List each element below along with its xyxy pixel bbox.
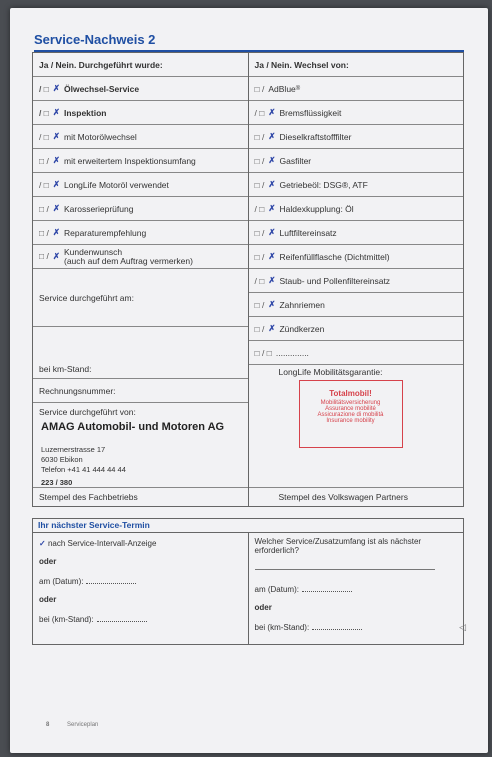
checkbox-icon[interactable]: / □ (254, 275, 265, 286)
address-line: Luzernerstrasse 17 (41, 445, 106, 454)
right-item-label: Luftfiltereinsatz (279, 227, 337, 238)
right-item-label: Reifenfüllflasche (Dichtmittel) (279, 251, 390, 262)
left-item-label-line: (auch auf dem Auftrag vermerken) (63, 255, 193, 266)
right-item-label: Gasfilter (279, 155, 312, 166)
checkbox-icon[interactable]: □ / (254, 131, 265, 142)
next-date-field[interactable] (39, 577, 136, 586)
page-footer (46, 722, 98, 728)
answer-line[interactable] (255, 569, 435, 570)
check-mark-icon: ✗ (268, 275, 276, 285)
right-item[interactable] (249, 317, 464, 341)
km-cell (33, 327, 248, 379)
left-item-label: Reparaturempfehlung (63, 227, 147, 238)
check-mark-icon: ✗ (268, 179, 276, 189)
check-mark-icon: ✗ (52, 155, 60, 165)
check-mark-icon: ✗ (268, 227, 276, 237)
checkbox-icon[interactable]: / □ (39, 131, 49, 142)
dotted-line (312, 629, 362, 630)
left-item[interactable] (33, 101, 248, 125)
right-items (249, 77, 464, 365)
service-grid (32, 52, 464, 507)
right-item-label: Getriebeöl: DSG®, ATF (279, 179, 368, 190)
stamp-line: Assicurazione di mobilità (317, 412, 384, 418)
right-item[interactable] (249, 245, 464, 269)
address-line: 6030 Ebikon (41, 455, 83, 464)
checkbox-icon[interactable]: □ / (254, 251, 265, 262)
left-item[interactable] (33, 125, 248, 149)
left-item-label: Ölwechsel-Service (63, 83, 140, 94)
left-item-label: LongLife Motoröl verwendet (63, 179, 169, 190)
checkbox-icon[interactable]: □ / (39, 227, 49, 238)
totalmobil-stamp (299, 380, 403, 448)
stamp-line: Mobilitätsversicherung (320, 400, 381, 406)
checkbox-icon[interactable]: / □ (39, 179, 49, 190)
next-service-header: Ihr nächster Service-Termin (32, 518, 464, 532)
left-item[interactable] (33, 149, 248, 173)
right-item-label: Staub- und Pollenfiltereinsatz (279, 275, 391, 286)
left-item-label: mit Motorölwechsel (63, 131, 137, 142)
check-mark-icon: ✗ (268, 203, 276, 213)
left-item[interactable] (33, 173, 248, 197)
partner-stamp-label: Stempel des Volkswagen Partners (278, 492, 408, 502)
service-date-label: Service durchgeführt am: (39, 292, 134, 303)
dealer-stamp-label: Stempel des Fachbetriebs (39, 492, 138, 502)
check-mark-icon: ✗ (268, 251, 276, 261)
check-mark-icon: ✗ (268, 107, 276, 117)
checkbox-icon[interactable]: □ / □ (254, 347, 272, 358)
checkbox-icon[interactable]: □ / (39, 155, 49, 166)
right-header: Ja / Nein. Wechsel von: (249, 53, 464, 77)
right-item[interactable] (249, 125, 464, 149)
address-line: Telefon +41 41 444 44 44 (41, 465, 126, 474)
or-label: oder (39, 557, 57, 566)
check-mark-icon: ✗ (52, 251, 60, 261)
check-mark-icon: ✗ (52, 107, 60, 117)
footer-label: Serviceplan (67, 722, 99, 728)
stamp-line: Assurance mobilité (325, 406, 376, 412)
left-items (33, 77, 248, 269)
performed-by-label: Service durchgeführt von: (39, 407, 136, 417)
invoice-label: Rechnungsnummer: (39, 385, 116, 396)
next-km-label: bei (km-Stand): (39, 615, 94, 624)
or-label: oder (39, 595, 57, 604)
next-date-label: am (Datum): (39, 577, 84, 586)
or-label: oder (254, 603, 272, 612)
checkbox-icon[interactable]: / □ (39, 83, 49, 94)
right-column (249, 53, 464, 506)
right-item-label: Zahnriemen (279, 299, 325, 310)
right-item[interactable] (249, 77, 464, 101)
checkbox-icon[interactable]: □ / (254, 83, 265, 94)
left-item-label-line: Kundenwunsch (63, 246, 123, 257)
check-mark-icon: ✗ (268, 299, 276, 309)
right-item-label: AdBlue (268, 83, 296, 94)
address-line: 223 / 380 (41, 478, 73, 487)
dotted-line (86, 583, 136, 584)
check-mark-icon: ✗ (268, 131, 276, 141)
left-item[interactable] (33, 77, 248, 101)
left-item[interactable] (33, 197, 248, 221)
checkbox-icon[interactable]: □ / (254, 179, 265, 190)
next-service-right (249, 533, 464, 644)
right-item[interactable] (249, 293, 464, 317)
checkbox-icon[interactable]: □ / (254, 227, 265, 238)
company-name: AMAG Automobil- und Motoren AG (41, 421, 225, 433)
checkbox-icon[interactable]: □ / (254, 299, 265, 310)
right-date-label: am (Datum): (254, 585, 299, 594)
next-service-question: Welcher Service/Zusatzumfang ist als nächster erforderlich? (254, 537, 422, 555)
left-item-label: Karosserieprüfung (63, 203, 134, 214)
left-item-label: Inspektion (63, 107, 107, 118)
checkbox-icon[interactable]: □ / (39, 251, 49, 261)
check-mark-icon: ✗ (268, 155, 276, 165)
right-item[interactable] (249, 341, 464, 365)
right-item[interactable] (249, 149, 464, 173)
stamp-line: Insurance mobility (326, 418, 375, 424)
next-service-section (32, 532, 464, 645)
invoice-cell (33, 379, 248, 403)
check-mark-icon: ✗ (268, 323, 276, 333)
checkbox-icon[interactable]: / □ (254, 107, 265, 118)
right-item[interactable] (249, 221, 464, 245)
check-mark-icon: ✗ (52, 131, 60, 141)
left-item[interactable] (33, 221, 248, 245)
check-mark-icon: ✗ (52, 179, 60, 189)
checkbox-icon[interactable]: / □ (254, 203, 265, 214)
dealer-stamp-cell (33, 403, 248, 488)
left-header: Ja / Nein. Durchgeführt wurde: (33, 53, 248, 77)
right-item[interactable] (249, 197, 464, 221)
check-mark-icon: ✗ (52, 83, 60, 93)
service-date-cell (33, 269, 248, 327)
partner-stamp-cell (249, 365, 464, 488)
km-label: bei km-Stand: (39, 364, 92, 374)
right-km-label: bei (km-Stand): (254, 623, 310, 632)
checkbox-icon[interactable]: □ / (39, 203, 49, 214)
checkbox-icon[interactable]: □ / (254, 323, 265, 334)
next-km-field[interactable] (39, 615, 147, 624)
left-column (33, 53, 249, 506)
page-title: Service-Nachweis 2 (34, 32, 156, 47)
right-item[interactable] (249, 173, 464, 197)
left-item-label: mit erweitertem Inspektionsumfang (63, 155, 196, 166)
right-item-label: Bremsflüssigkeit (279, 107, 342, 118)
right-item-label: Dieselkraftstofffilter (279, 131, 352, 142)
left-item[interactable] (33, 245, 248, 269)
trademark-mark: ® (295, 85, 301, 92)
check-mark-icon: ✓ (39, 539, 46, 548)
right-item-label: Haldexkupplung: Öl (279, 203, 354, 214)
mobility-label: LongLife Mobilitätsgarantie: (278, 367, 383, 377)
checkbox-icon[interactable]: □ / (254, 155, 265, 166)
service-booklet-page (10, 8, 488, 753)
right-item[interactable] (249, 269, 464, 293)
left-item-label (64, 248, 193, 266)
interval-label: nach Service-Intervall-Anzeige (47, 539, 157, 548)
check-mark-icon: ✗ (52, 203, 60, 213)
right-item-label: .............. (275, 347, 309, 358)
page-number: 8 (46, 722, 50, 728)
right-km-field[interactable] (255, 623, 363, 632)
page-curl-icon: ◁ (459, 622, 466, 632)
right-item[interactable] (249, 101, 464, 125)
next-service-left (33, 533, 249, 644)
interval-option (39, 539, 156, 548)
right-item-label: Zündkerzen (279, 323, 325, 334)
right-date-field[interactable] (255, 585, 352, 594)
check-mark-icon: ✗ (52, 227, 60, 237)
dotted-line (97, 621, 147, 622)
dotted-line (302, 591, 352, 592)
checkbox-icon[interactable]: / □ (39, 107, 49, 118)
stamp-title: Totalmobil! (329, 389, 372, 398)
